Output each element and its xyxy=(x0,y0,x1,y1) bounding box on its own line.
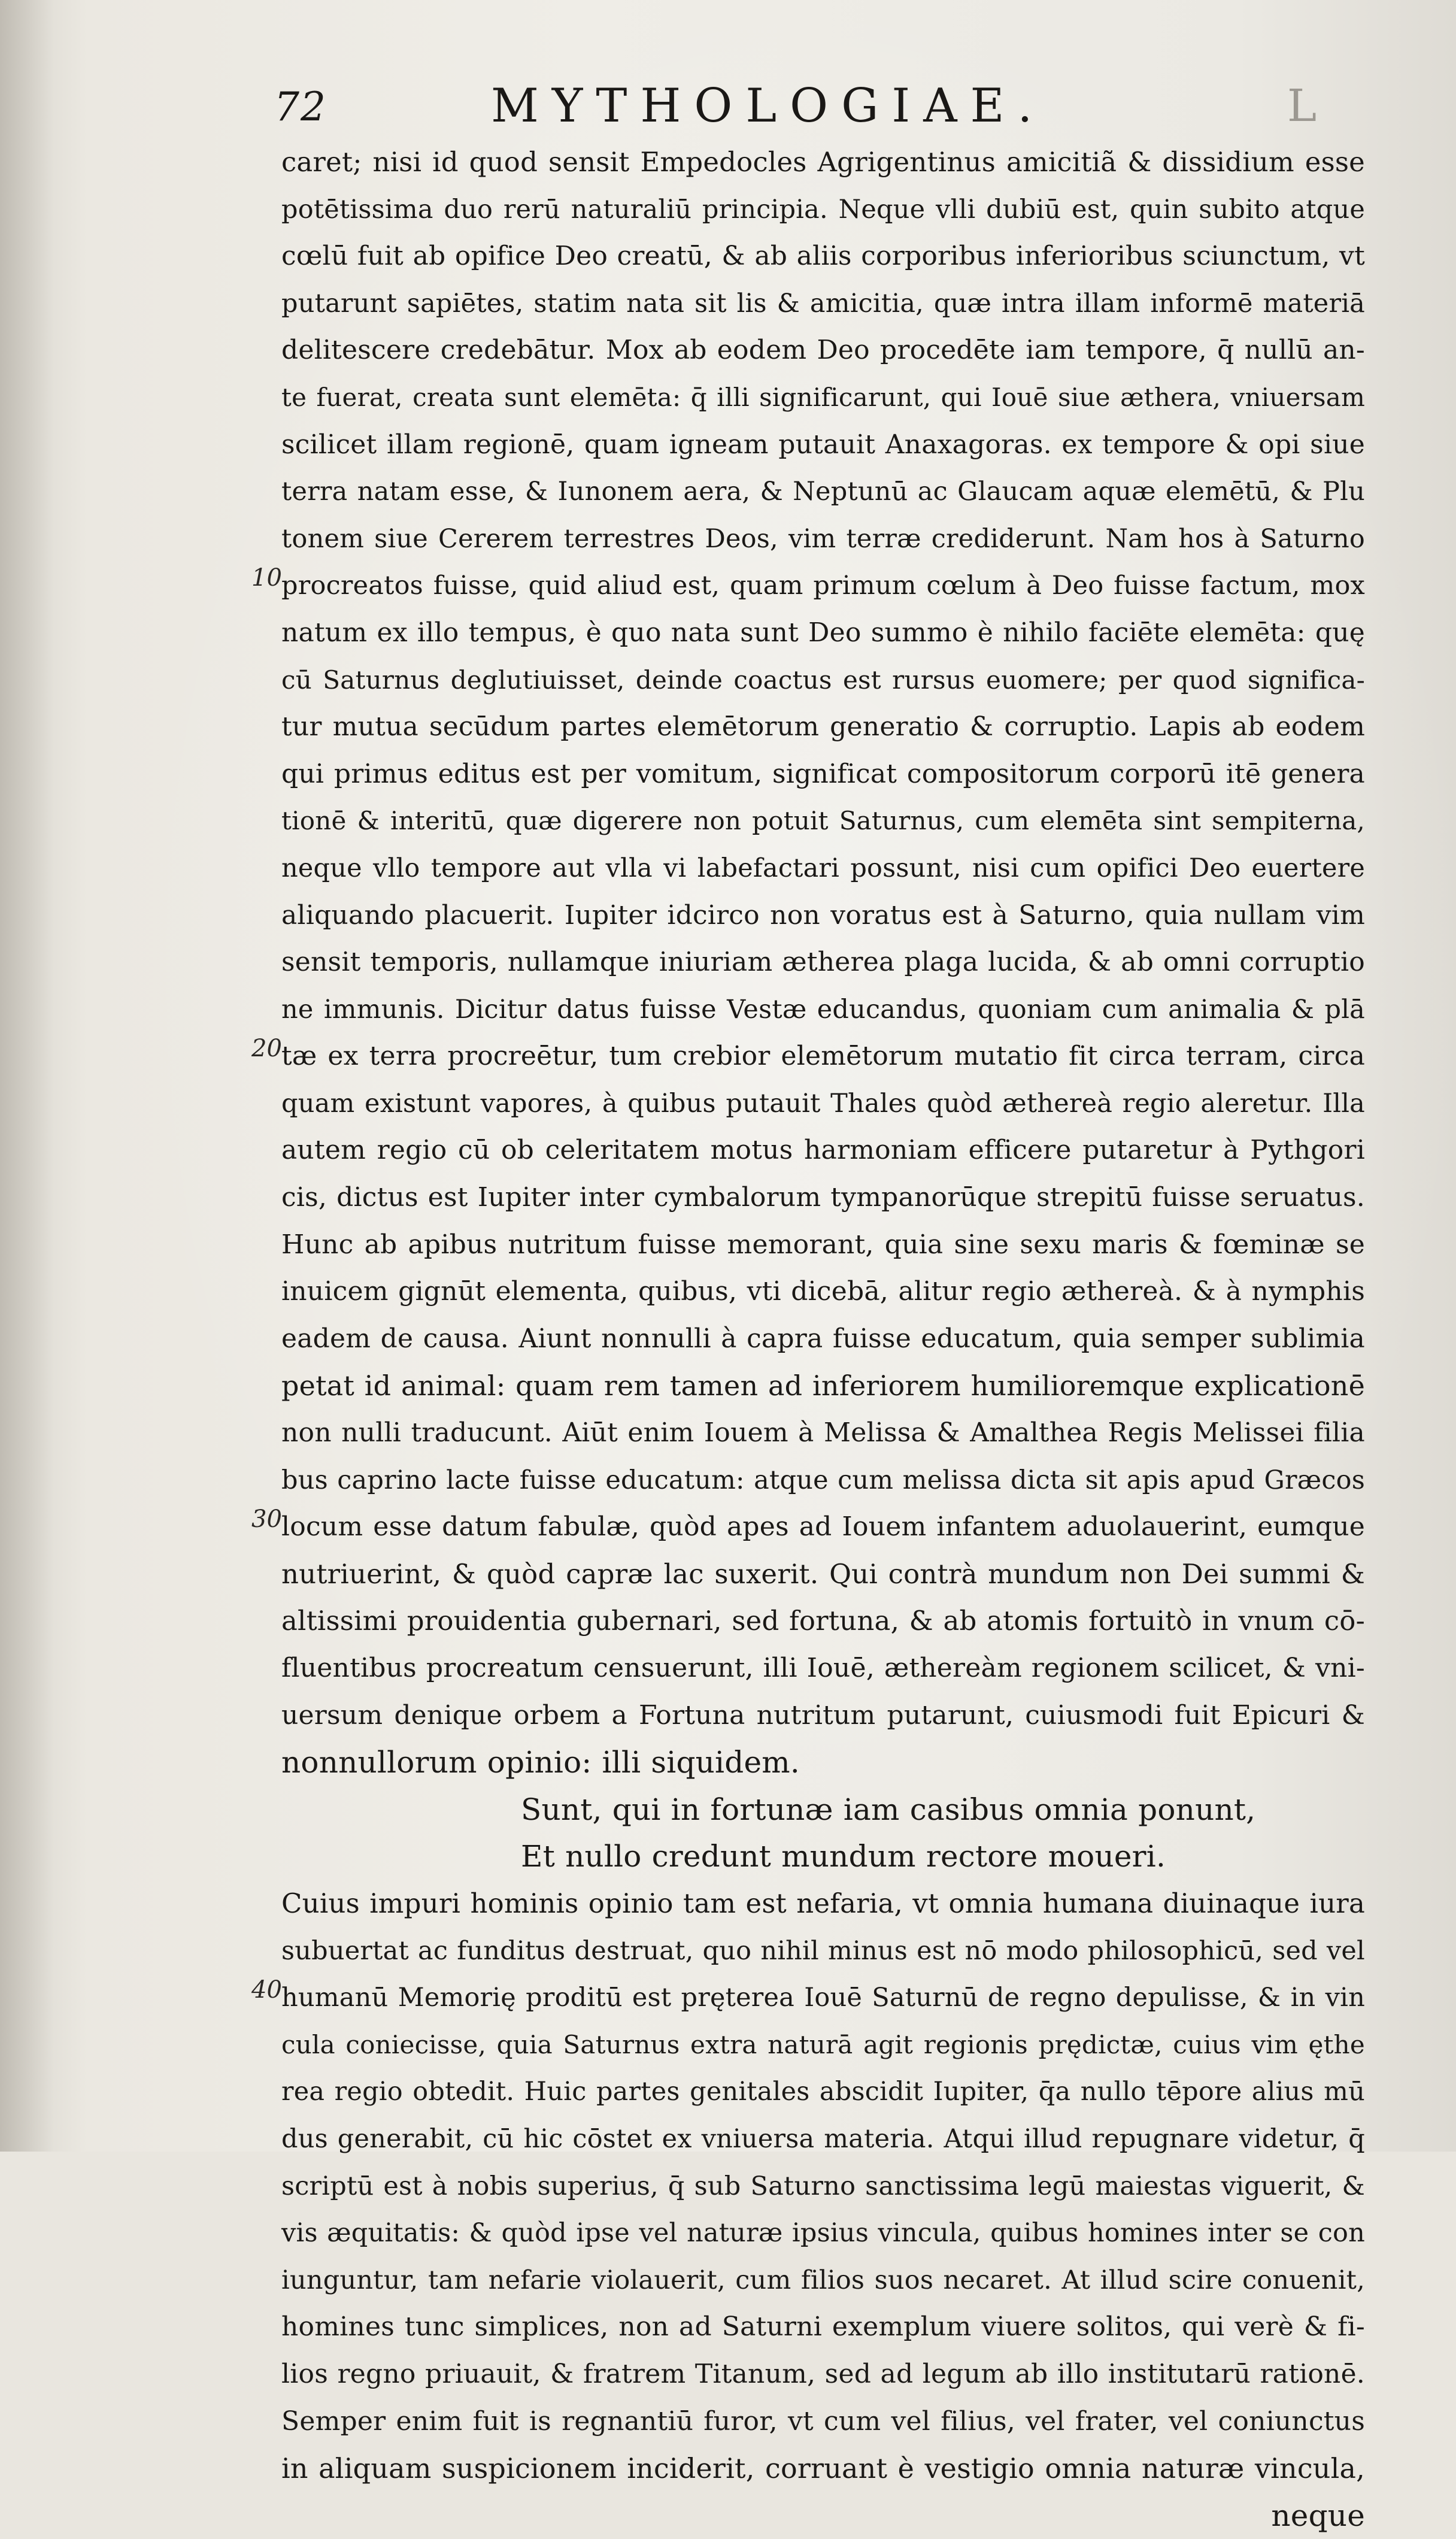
text-line: neque vllo tempore aut vlla vi labefactari possunt, nisi cum opifici Deo euertere xyxy=(281,853,1365,883)
text-line: altissimi prouidentia gubernari, sed fortuna, & ab atomis fortuitò in vnum cō- xyxy=(281,1605,1365,1637)
text-line: uersum denique orbem a Fortuna nutritum putarunt, cuiusmodi fuit Epicuri & xyxy=(281,1699,1365,1731)
text-line: cœlū fuit ab opifice Deo creatū, & ab aliis corporibus inferioribus sciunctum, vt xyxy=(281,241,1365,272)
running-title: MYTHOLOGIAE. xyxy=(491,79,1046,133)
text-line: fluentibus procreatum censuerunt, illi Iouē, æthereàm regionem scilicet, & vni- xyxy=(281,1653,1365,1683)
text-line: ne immunis. Dicitur datus fuisse Vestæ educandus, quoniam cum animalia & plā xyxy=(281,994,1365,1025)
text-line: inuicem gignūt elementa, quibus, vti dicebā, alitur regio æthereà. & à nymphis xyxy=(281,1276,1365,1307)
page-number: 72 xyxy=(274,84,327,130)
text-line: in aliquam suspicionem inciderit, corruant è vestigio omnia naturæ vincula, xyxy=(281,2452,1365,2485)
text-line: nonnullorum opinio: illi siquidem. xyxy=(281,1745,800,1780)
text-line: humanū Memorię proditū est pręterea Iouē Saturnū de regno depulisse, & in vin xyxy=(281,1983,1365,2013)
text-line: Cuius impuri hominis opinio tam est nefaria, vt omnia humana diuinaque iura xyxy=(281,1887,1365,1919)
text-line: tæ ex terra procreētur, tum crebior elemētorum mutatio fit circa terram, circa xyxy=(281,1041,1365,1072)
text-line: scriptū est à nobis superius, q̄ sub Saturno sanctissima legū maiestas viguerit, & xyxy=(281,2171,1365,2201)
text-line: tur mutua secūdum partes elemētorum generatio & corruptio. Lapis ab eodem xyxy=(281,711,1365,743)
text-line: caret; nisi id quod sensit Empedocles Agrigentinus amicitiã & dissidium esse xyxy=(281,146,1365,178)
spine-shadow xyxy=(0,0,54,2152)
text-line: qui primus editus est per vomitum, significat compositorum corporū itē genera xyxy=(281,758,1365,789)
text-line: cis, dictus est Iupiter inter cymbalorum tympanorūque strepitū fuisse seruatus. xyxy=(281,1182,1365,1213)
body-text xyxy=(281,139,1365,2539)
text-line: Hunc ab apibus nutritum fuisse memorant, quia sine sexu maris & fœminæ se xyxy=(281,1229,1365,1260)
line-number: 20 xyxy=(251,1035,282,1062)
text-line: quam existunt vapores, à quibus putauit Thales quòd æthereà regio aleretur. Illa xyxy=(281,1088,1365,1119)
text-line: rea regio obtedit. Huic partes genitales abscidit Iupiter, q̄a nullo tēpore alius mū xyxy=(281,2077,1365,2107)
text-line: vis æquitatis: & quòd ipse vel naturæ ipsius vincula, quibus homines inter se con xyxy=(281,2218,1365,2249)
text-line: iunguntur, tam nefarie violauerit, cum filios suos necaret. At illud scire conuenit, xyxy=(281,2265,1365,2295)
text-line: bus caprino lacte fuisse educatum: atque cum melissa dicta sit apis apud Græcos xyxy=(281,1465,1365,1495)
text-line: te fuerat, creata sunt elemēta: q̄ illi significarunt, qui Iouē siue æthera, vniuersam xyxy=(281,382,1365,412)
text-line: autem regio cū ob celeritatem motus harmoniam efficere putaretur à Pythgori xyxy=(281,1135,1365,1166)
text-line: sensit temporis, nullamque iniuriam ætherea plaga lucida, & ab omni corruptio xyxy=(281,947,1365,978)
text-line: aliquando placuerit. Iupiter idcirco non voratus est à Saturno, quia nullam vim xyxy=(281,899,1365,931)
line-number: 40 xyxy=(251,1976,282,2004)
verse-line: Sunt, qui in fortunæ iam casibus omnia ponunt, xyxy=(521,1792,1256,1827)
line-number: 30 xyxy=(251,1505,282,1533)
page-header xyxy=(0,71,1456,137)
text-line: terra natam esse, & Iunonem aera, & Neptunū ac Glaucam aquæ elemētū, & Plu xyxy=(281,477,1365,507)
text-line: tionē & interitū, quæ digerere non potuit Saturnus, cum elemēta sint sempiterna, xyxy=(281,806,1365,836)
text-line: homines tunc simplices, non ad Saturni exemplum viuere solitos, qui verè & fi- xyxy=(281,2311,1365,2343)
text-line: potētissima duo rerū naturaliū principia. Neque vlli dubiū est, quin subito atque xyxy=(281,194,1365,225)
text-line: scilicet illam regionē, quam igneam putauit Anaxagoras. ex tempore & opi siue xyxy=(281,429,1365,460)
text-line: putarunt sapiētes, statim nata sit lis & amicitia, quæ intra illam informē materiā xyxy=(281,288,1365,319)
text-line: delitescere credebātur. Mox ab eodem Deo procedēte iam tempore, q̄ nullū an- xyxy=(281,335,1365,366)
text-line: tonem siue Cererem terrestres Deos, vim terræ crediderunt. Nam hos à Saturno xyxy=(281,523,1365,554)
text-line: petat id animal: quam rem tamen ad inferiorem humilioremque explicationē xyxy=(281,1370,1365,1402)
text-line: subuertat ac funditus destruat, quo nihil minus est nō modo philosophicū, sed vel xyxy=(281,1935,1365,1966)
text-line: locum esse datum fabulæ, quòd apes ad Iouem infantem aduolauerint, eumque xyxy=(281,1511,1365,1543)
text-line: procreatos fuisse, quid aliud est, quam primum cœlum à Deo fuisse factum, mox xyxy=(281,571,1365,601)
text-line: lios regno priuauit, & fratrem Titanum, sed ad legum ab illo institutarū rationē. xyxy=(281,2358,1365,2389)
text-line: cula coniecisse, quia Saturnus extra naturā agit regionis prędictæ, cuius vim ęthe xyxy=(281,2029,1365,2059)
verse-line: Et nullo credunt mundum rectore moueri. xyxy=(521,1839,1166,1874)
line-number: 10 xyxy=(251,564,282,592)
text-line: dus generabit, cū hic cōstet ex vniuersa materia. Atqui illud repugnare videtur, q̄ xyxy=(281,2123,1365,2154)
catchword: neque xyxy=(1271,2498,1365,2533)
bleed-through-letter: L xyxy=(1287,80,1317,132)
text-line: non nulli traducunt. Aiūt enim Iouem à Melissa & Amalthea Regis Melissei filia xyxy=(281,1417,1365,1449)
text-line: natum ex illo tempus, è quo nata sunt Deo summo è nihilo faciēte elemēta: quę xyxy=(281,617,1365,648)
text-line: Semper enim fuit is regnantiū furor, vt cum vel filius, vel frater, vel coniunctus xyxy=(281,2405,1365,2437)
text-line: eadem de causa. Aiunt nonnulli à capra fuisse educatum, quia semper sublimia xyxy=(281,1323,1365,1354)
text-line: nutriuerint, & quòd capræ lac suxerit. Qui contrà mundum non Dei summi & xyxy=(281,1558,1365,1590)
text-line: cū Saturnus deglutiuisset, deinde coactus est rursus euomere; per quod significa- xyxy=(281,665,1365,695)
